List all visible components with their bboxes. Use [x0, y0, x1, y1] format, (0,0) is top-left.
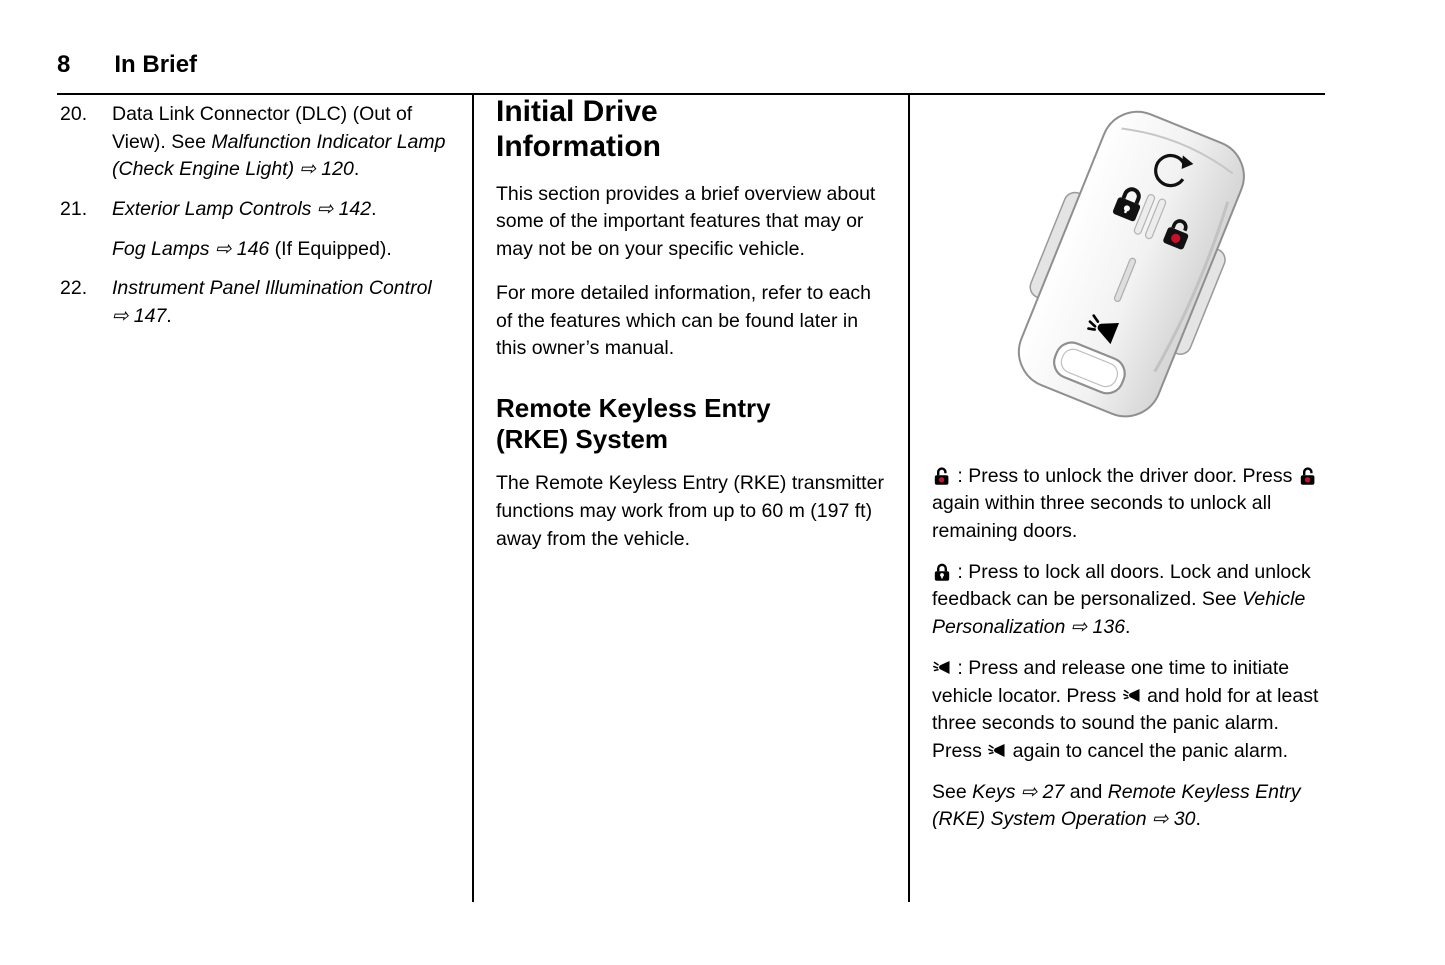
- section-title: In Brief: [114, 51, 198, 78]
- left-column: [60, 101, 452, 343]
- list-item-number: 22.: [60, 277, 88, 300]
- subsection-heading: Remote Keyless Entry (RKE) System: [496, 392, 771, 455]
- panic-icon: [1122, 686, 1142, 706]
- list-item-text: Instrument Panel Illumination Control ⇨ 147.: [112, 277, 432, 328]
- page-number: 8: [57, 51, 71, 78]
- list-item-text: Fog Lamps ⇨ 146 (If Equipped).: [112, 237, 392, 260]
- body-paragraph: This section provides a brief overview about some of the important features that may or may not be on your specific vehicle.: [496, 182, 876, 261]
- panic-icon: [987, 741, 1007, 761]
- lock-icon: [932, 562, 952, 582]
- column-divider-left: [472, 95, 474, 902]
- panic-icon: [932, 658, 952, 678]
- fob-illustration-container: [932, 100, 1330, 441]
- middle-column: [496, 94, 892, 569]
- unlock-icon: [932, 466, 952, 486]
- body-paragraph: For more detailed information, refer to each of the features which can be found later in this owner’s manual.: [496, 281, 872, 360]
- page-header: [57, 48, 1325, 95]
- list-item-20: [60, 101, 452, 184]
- key-fob-illustration: [971, 100, 1291, 432]
- list-item-text: Exterior Lamp Controls ⇨ 142.: [112, 198, 377, 221]
- section-heading: Initial Drive Information: [496, 95, 661, 164]
- list-item-21: [60, 196, 452, 263]
- fob-function-paragraph: : Press to lock all doors. Lock and unlock feedback can be personalized. See Vehicle Personalization ⇨ 136.: [932, 560, 1311, 639]
- list-item-number: 21.: [60, 198, 88, 221]
- list-item-22: [60, 275, 452, 330]
- fob-function-paragraph: : Press to unlock the driver door. Press again within three seconds to unlock all remaining doors.: [932, 463, 1330, 546]
- fob-function-paragraph: : Press and release one time to initiate vehicle locator. Press and hold for at least three seconds to sound the panic alarm. Press again to cancel the panic alarm.: [932, 656, 1319, 762]
- list-item-text: Data Link Connector (DLC) (Out of View). See Malfunction Indicator Lamp (Check Engine Light) ⇨ 120.: [112, 103, 446, 181]
- cross-reference-paragraph: See Keys ⇨ 27 and Remote Keyless Entry (RKE) System Operation ⇨ 30.: [932, 780, 1301, 831]
- column-divider-right: [908, 95, 910, 902]
- unlock-icon: [1298, 466, 1318, 486]
- right-column: [932, 100, 1330, 847]
- body-paragraph: The Remote Keyless Entry (RKE) transmitter functions may work from up to 60 m (197 ft) away from the vehicle.: [496, 472, 884, 550]
- list-item-number: 20.: [60, 103, 88, 125]
